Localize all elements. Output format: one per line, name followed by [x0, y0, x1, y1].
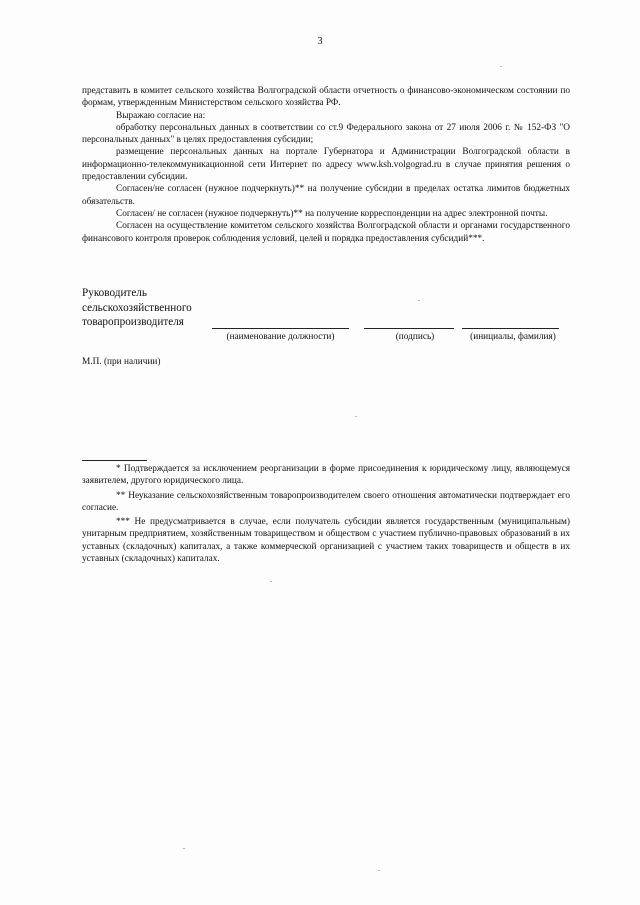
scan-speck	[355, 416, 357, 417]
scan-speck	[500, 66, 502, 67]
signature-block	[82, 286, 572, 356]
position-caption: (наименование должности)	[226, 332, 335, 342]
paragraph-publication: размещение персональных данных на портале Губернатора и Администрации Волгоградской области в информационно-телекоммуникационной сети Интернет по адресу www.ksh.volgograd.ru в случае принятия решения о предоставлении субсидии.	[82, 147, 570, 183]
footnotes	[82, 463, 570, 567]
paragraph-email-consent: Согласен/ не согласен (нужное подчеркнуть)** на получение корреспонденции на адрес электронной почты.	[116, 208, 548, 219]
paragraph-reporting: представить в комитет сельского хозяйства Волгоградской области отчетность о финансово-экономическом состоянии по формам, утвержденным Министерством сельского хозяйства РФ.	[82, 86, 570, 109]
signature-caption: (подпись)	[395, 332, 435, 342]
footnote-1: * Подтверждается за исключением реорганизации в форме присоединения к юридическому лицу, являющемуся заявителем, другого юридического лица.	[82, 464, 570, 487]
paragraph-audit-consent: Согласен на осуществление комитетом сельского хозяйства Волгоградской области и органами государственного финансового контроля проверок соблюдения условий, целей и порядка предоставления субсидий***.	[82, 221, 570, 244]
paragraph-consent-intro: Выражаю согласие на:	[116, 110, 206, 121]
signature-line	[364, 328, 454, 329]
footnote-3: *** Не предусматривается в случае, если получатель субсидии является государственным (муниципальным) унитарным предприятием, хозяйственным товариществом и обществом с участием публично-правовых образований в их уставных (складочных) капиталах, а также коммерческой организацией с участием таких товариществ и обществ в их уставных (складочных) капиталах.	[82, 517, 570, 565]
stamp-label: М.П. (при наличии)	[82, 357, 161, 367]
scan-speck	[270, 581, 272, 582]
document-body	[82, 85, 570, 245]
position-line	[212, 328, 349, 329]
paragraph-personal-data: обработку персональных данных в соответствии со ст.9 Федерального закона от 27 июля 2006 г. № 152-ФЗ "О персональных данных" в целях предоставления субсидии;	[82, 122, 570, 146]
name-caption: (инициалы, фамилия)	[470, 332, 556, 342]
name-line	[462, 328, 559, 329]
footnote-divider	[82, 460, 147, 461]
page-number: 3	[317, 36, 323, 47]
paragraph-limits-consent: Согласен/не согласен (нужное подчеркнуть)** на получение субсидии в пределах остатка лимитов бюджетных обязательств.	[82, 184, 570, 207]
footnote-2: ** Неуказание сельскохозяйственным товаропроизводителем своего отношения автоматически подтверждает его согласие.	[82, 490, 570, 513]
signatory-title	[82, 286, 192, 330]
signatory-title-line: сельскохозяйственного	[82, 301, 192, 314]
signatory-title-line: товаропроизводителя	[82, 316, 184, 328]
scan-speck	[183, 848, 185, 849]
scan-speck	[378, 870, 380, 871]
signatory-title-line: Руководитель	[82, 287, 147, 299]
scan-speck	[418, 300, 420, 301]
